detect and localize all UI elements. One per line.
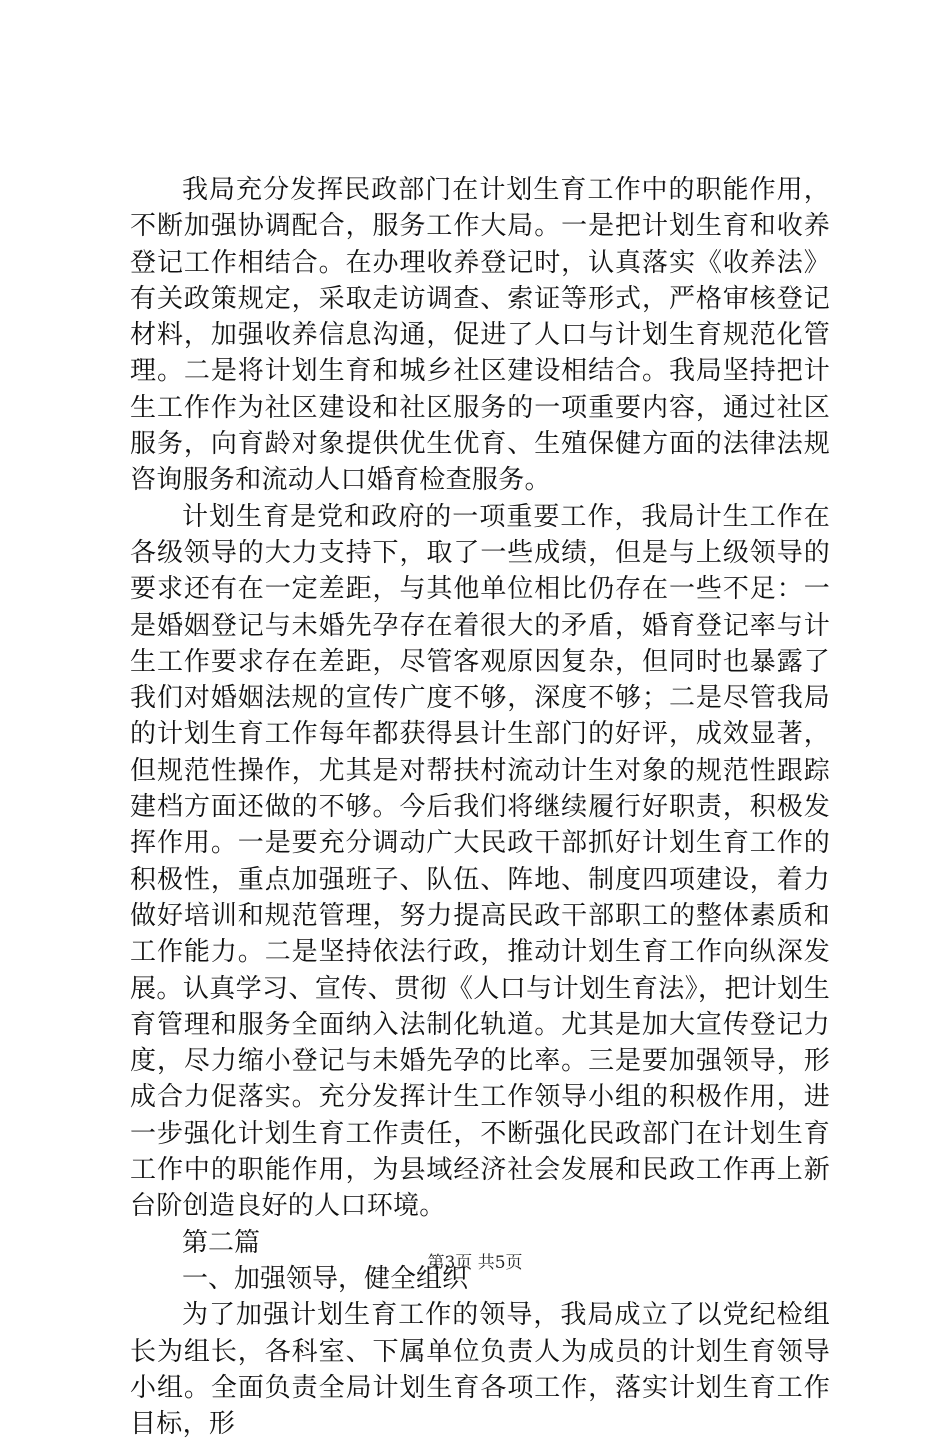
page-number-footer: 第3页 共5页 bbox=[427, 1253, 523, 1273]
paragraph-shortcomings-and-plans: 计划生育是党和政府的一项重要工作，我局计生工作在各级领导的大力支持下，取了一些成绩，但是与上级领导的要求还有在一定差距，与其他单位相比仍存在一些不足：一是婚姻登记与未婚先孕存在着很大的矛盾，婚育登记率与计生工作要求存在差距，尽管客观原因复杂，但同时也暴露了我们对婚姻法规的宣传广度不够，深度不够；二是尽管我局的计划生育工作每年都获得县计生部门的好评，成效显著，但规范性操作，尤其是对帮扶村流动计生对象的规范性跟踪建档方面还做的不够。今后我们将继续履行好职责，积极发挥作用。一是要充分调动广大民政干部抓好计划生育工作的积极性，重点加强班子、队伍、阵地、制度四项建设，着力做好培训和规范管理，努力提高民政干部职工的整体素质和工作能力。二是坚持依法行政，推动计划生育工作向纵深发展。认真学习、宣传、贯彻《人口与计划生育法》，把计划生育管理和服务全面纳入法制化轨道。尤其是加大宣传登记力度，尽力缩小登记与未婚先孕的比率。三是要加强领导，形成合力促落实。充分发挥计生工作领导小组的积极作用，进一步强化计划生育工作责任，不断强化民政部门在计划生育工作中的职能作用，为县域经济社会发展和民政工作再上新台阶创造良好的人口环境。 bbox=[130, 501, 830, 1222]
paragraph-civil-affairs-role: 我局充分发挥民政部门在计划生育工作中的职能作用，不断加强协调配合，服务工作大局。一是把计划生育和收养登记工作相结合。在办理收养登记时，认真落实《收养法》有关政策规定，采取走访调查、索证等形式，严格审核登记材料，加强收养信息沟通，促进了人口与计划生育规范化管理。二是将计划生育和城乡社区建设相结合。我局坚持把计生工作作为社区建设和社区服务的一项重要内容，通过社区服务，向育龄对象提供优生优育、生殖保健方面的法律法规咨询服务和流动人口婚育检查服务。 bbox=[130, 175, 830, 496]
paragraph-leadership-group: 为了加强计划生育工作的领导，我局成立了以党纪检组长为组长，各科室、下属单位负责人为成员的计划生育领导小组。全面负责全局计划生育各项工作，落实计划生育工作目标，形 bbox=[130, 1300, 830, 1440]
subheading: 一、加强领导，健全组织 bbox=[182, 1263, 469, 1294]
section-title: 第二篇 bbox=[182, 1227, 261, 1258]
